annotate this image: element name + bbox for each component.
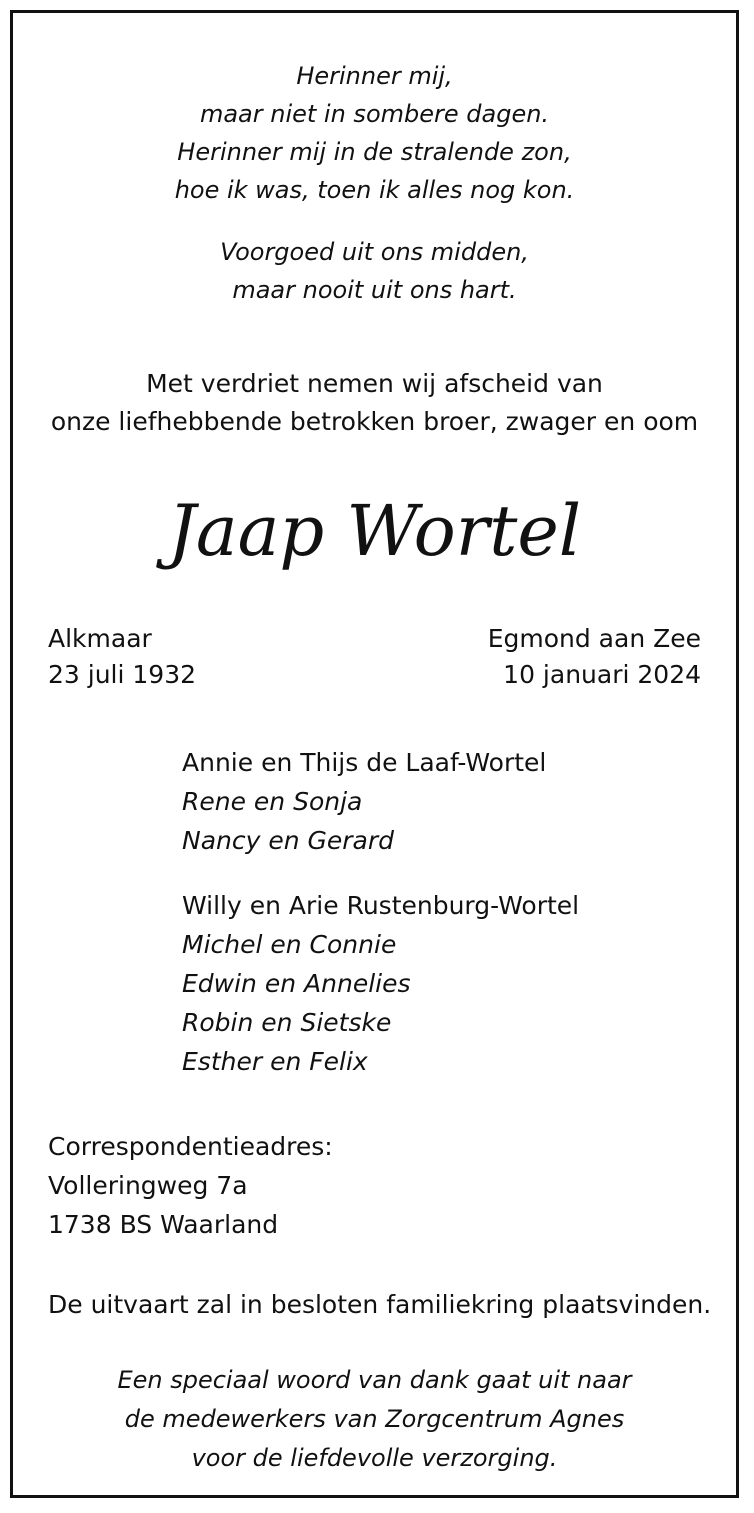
birth-place: Alkmaar (48, 624, 152, 653)
deceased-name: Jaap Wortel (167, 490, 582, 572)
family-group-1 (182, 743, 546, 860)
intro-line: Met verdriet nemen wij afscheid van (146, 369, 603, 398)
poem-stanza-2 (13, 233, 736, 309)
address-label: Correspondentieadres: (48, 1132, 333, 1161)
poem-line: maar nooit uit ons hart. (232, 276, 517, 304)
thanks-line: de medewerkers van Zorgcentrum Agnes (124, 1405, 625, 1433)
family-member: Rene en Sonja (182, 787, 363, 816)
family-member: Michel en Connie (182, 930, 397, 959)
birth-date: 23 juli 1932 (48, 660, 197, 689)
family-head: Willy en Arie Rustenburg-Wortel (182, 891, 580, 920)
family-head: Annie en Thijs de Laaf-Wortel (182, 748, 547, 777)
thanks-note (13, 1361, 736, 1478)
family-group-2 (182, 886, 579, 1081)
family-member: Nancy en Gerard (182, 826, 395, 855)
poem-line: Voorgoed uit ons midden, (220, 238, 529, 266)
family-member: Robin en Sietske (182, 1008, 392, 1037)
address-city: 1738 BS Waarland (48, 1210, 279, 1239)
intro-text (13, 365, 736, 441)
family-member: Edwin en Annelies (182, 969, 411, 998)
death-place: Egmond aan Zee (487, 624, 701, 653)
poem-line: hoe ik was, toen ik alles nog kon. (174, 176, 575, 204)
funeral-note: De uitvaart zal in besloten familiekring plaatsvinden. (48, 1290, 712, 1319)
poem-line: Herinner mij in de stralende zon, (177, 138, 572, 166)
thanks-line: voor de liefdevolle verzorging. (191, 1444, 558, 1472)
birth-info (48, 621, 196, 693)
correspondence-address (48, 1127, 333, 1244)
intro-line: onze liefhebbende betrokken broer, zwager en oom (50, 407, 699, 436)
death-info (488, 621, 701, 693)
poem-stanza-1 (13, 57, 736, 209)
address-street: Volleringweg 7a (48, 1171, 248, 1200)
obituary-card (10, 10, 739, 1498)
poem-line: Herinner mij, (296, 62, 453, 90)
poem-line: maar niet in sombere dagen. (199, 100, 550, 128)
thanks-line: Een speciaal woord van dank gaat uit naar (117, 1366, 632, 1394)
death-date: 10 januari 2024 (503, 660, 701, 689)
family-member: Esther en Felix (182, 1047, 368, 1076)
